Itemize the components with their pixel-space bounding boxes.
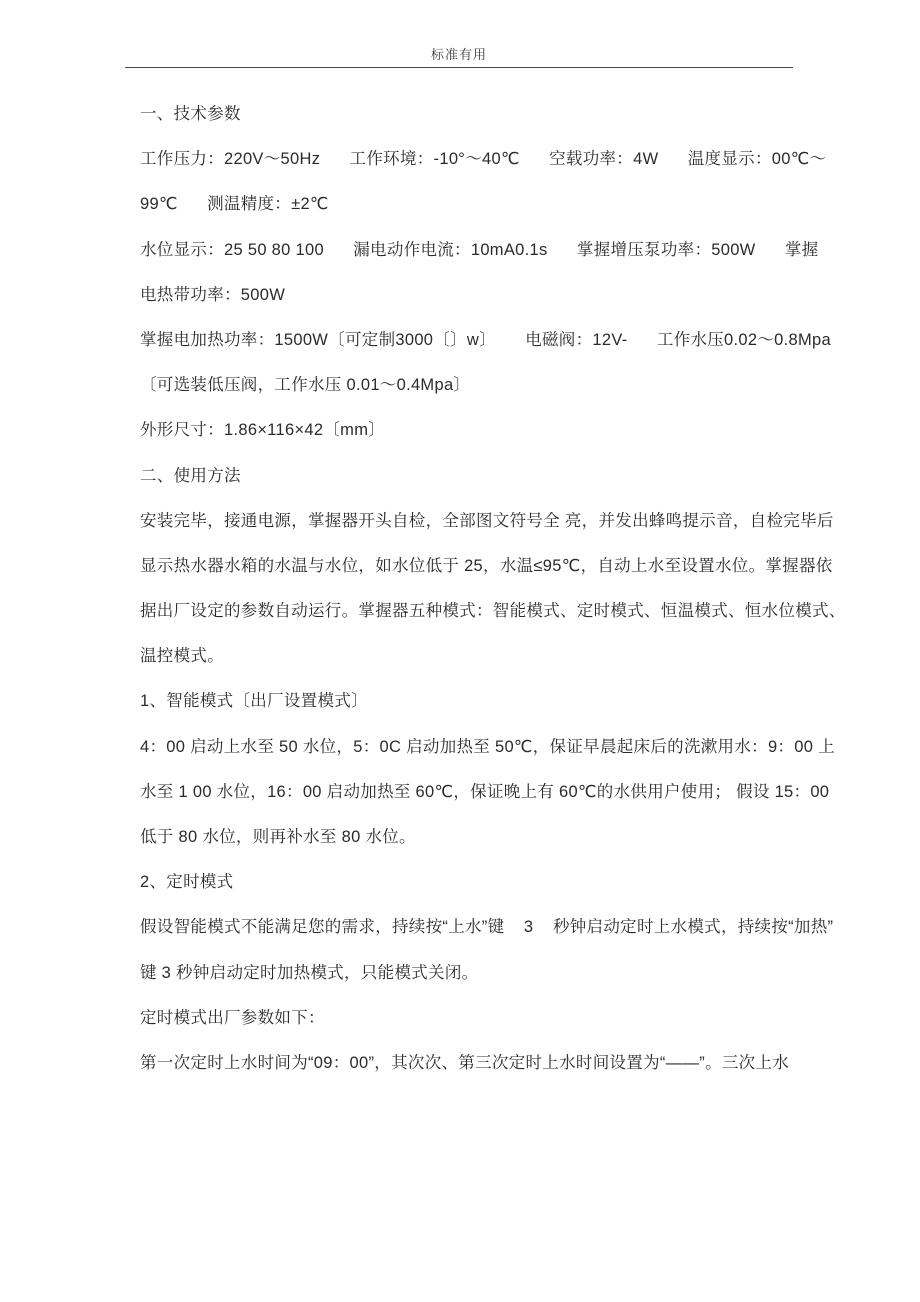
document-line: 定时模式出厂参数如下：: [140, 1008, 325, 1027]
document-line: 4：00 启动上水至 50 水位，5：0C 启动加热至 50℃，保证早晨起床后的洗漱用水：9：00 上: [140, 737, 835, 756]
document-line: 99℃ 测温精度：±2℃: [140, 195, 329, 214]
document-line: 显示热水器水箱的水温与水位，如水位低于 25，水温≤95℃，自动上水至设置水位。掌握器依: [140, 556, 833, 575]
document-line: 温控模式。: [140, 647, 224, 666]
document-line: 工作压力：220V～50Hz 工作环境：-10°～40℃ 空载功率：4W 温度显示：00℃～: [140, 150, 827, 169]
document-line: 假设智能模式不能满足您的需求，持续按“上水”键 3 秒钟启动定时上水模式，持续按“加热”: [140, 918, 834, 937]
document-line: 掌握电加热功率：1500W〔可定制3000〔〕w〕 电磁阀：12V- 工作水压0.02～0.8Mpa: [140, 330, 832, 349]
document-body: [140, 92, 846, 1086]
document-line: 一、技术参数: [140, 105, 241, 123]
document-line: 〔可选装低压阀，工作水压 0.01～0.4Mpa〕: [140, 376, 471, 395]
page-header: [125, 0, 793, 68]
document-line: 2、定时模式: [140, 873, 234, 892]
document-line: 第一次定时上水时间为“09：00”，其次次、第三次定时上水时间设置为“——”。三次上水: [140, 1053, 790, 1072]
document-line: 1、智能模式〔出厂设置模式〕: [140, 692, 368, 711]
document-line: 外形尺寸：1.86×116×42〔mm〕: [140, 421, 386, 440]
document-line: 电热带功率：500W: [140, 285, 286, 304]
document-line: 据出厂设定的参数自动运行。掌握器五种模式：智能模式、定时模式、恒温模式、恒水位模式、: [140, 602, 846, 621]
document-line: 低于 80 水位，则再补水至 80 水位。: [140, 828, 416, 846]
header-title: 标准有用: [430, 47, 487, 62]
header-rule: [125, 67, 793, 68]
document-line: 水位显示：25 50 80 100 漏电动作电流：10mA0.1s 掌握增压泵功率：500W 掌握: [140, 240, 819, 259]
document-line: 二、使用方法: [140, 466, 241, 485]
document-line: 安装完毕，接通电源，掌握器开头自检，全部图文符号全 亮，并发出蜂鸣提示音，自检完毕后: [140, 511, 834, 530]
document-line: 键 3 秒钟启动定时加热模式，只能模式关闭。: [140, 963, 479, 982]
document-line: 水至 1 00 水位，16：00 启动加热至 60℃，保证晚上有 60℃的水供用户使用； 假设 15：00: [140, 782, 830, 801]
